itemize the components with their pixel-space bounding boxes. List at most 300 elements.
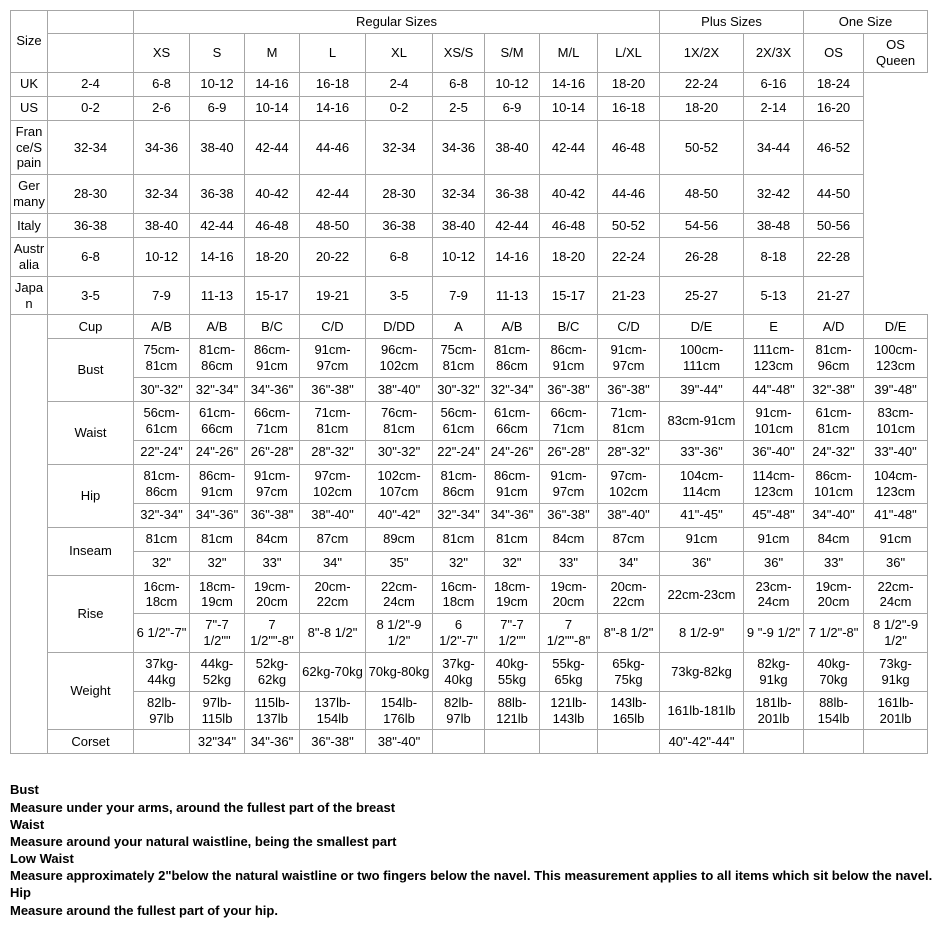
table-cell: 32-34 <box>134 175 190 214</box>
table-cell: 36"-38" <box>598 378 660 402</box>
measure-row-waist-0 <box>11 402 928 441</box>
table-cell: 24"-32" <box>804 440 864 464</box>
column-header-m: M <box>245 34 300 73</box>
table-cell <box>540 730 598 754</box>
table-cell: 45"-48" <box>744 503 804 527</box>
measure-row-inseam-0 <box>11 527 928 551</box>
table-cell: 86cm-101cm <box>804 464 864 503</box>
table-cell: 10-12 <box>134 238 190 277</box>
table-cell: 38-48 <box>744 214 804 238</box>
table-cell: 111cm-123cm <box>744 339 804 378</box>
column-group-one-size: One Size <box>804 11 928 34</box>
table-cell: 37kg-40kg <box>433 653 485 692</box>
table-cell: 33"-36" <box>660 440 744 464</box>
table-cell: 6-8 <box>366 238 433 277</box>
corner-cell <box>48 11 134 34</box>
table-cell: 36-38 <box>485 175 540 214</box>
table-cell: 34"-40" <box>804 503 864 527</box>
table-cell: 41"-45" <box>660 503 744 527</box>
table-cell: 36"-40" <box>744 440 804 464</box>
row-label-header-cell <box>48 34 134 73</box>
table-cell: 81cm <box>190 527 245 551</box>
measure-row-bust-0 <box>11 339 928 378</box>
row-label-us: US <box>11 96 48 120</box>
table-cell: 10-14 <box>540 96 598 120</box>
table-cell: 96cm-102cm <box>366 339 433 378</box>
table-cell: 33" <box>540 551 598 575</box>
table-cell: 26-28 <box>660 238 744 277</box>
measure-row-rise-1 <box>11 614 928 653</box>
table-cell: 71cm-81cm <box>300 402 366 441</box>
table-cell: 75cm-81cm <box>433 339 485 378</box>
table-cell: 32" <box>134 551 190 575</box>
table-cell <box>804 730 864 754</box>
table-cell: 18-20 <box>598 72 660 96</box>
table-cell: 26"-28" <box>540 440 598 464</box>
table-cell: 82lb-97lb <box>134 691 190 730</box>
table-cell: 7-9 <box>433 276 485 315</box>
row-label-waist: Waist <box>48 402 134 465</box>
table-cell: 46-48 <box>245 214 300 238</box>
table-cell: 18-20 <box>245 238 300 277</box>
table-cell: 6 1/2"-7" <box>134 614 190 653</box>
table-cell: 19cm-20cm <box>245 575 300 614</box>
table-cell: 38"-40" <box>300 503 366 527</box>
row-label-bust: Bust <box>48 339 134 402</box>
table-cell: 89cm <box>366 527 433 551</box>
table-cell: 19-21 <box>300 276 366 315</box>
table-cell: 91cm-97cm <box>300 339 366 378</box>
table-cell: 36" <box>660 551 744 575</box>
table-cell: 83cm-101cm <box>864 402 928 441</box>
table-cell: 66cm-71cm <box>245 402 300 441</box>
table-cell: 18cm-19cm <box>190 575 245 614</box>
column-header-1x-2x: 1X/2X <box>660 34 744 73</box>
table-cell: 36"-38" <box>540 503 598 527</box>
table-cell: 100cm-123cm <box>864 339 928 378</box>
table-cell: 7 1/2""-8" <box>540 614 598 653</box>
row-label-australia: Australia <box>11 238 48 277</box>
table-cell: 81cm-86cm <box>485 339 540 378</box>
table-cell: 50-52 <box>660 120 744 175</box>
table-cell: 22"-24" <box>134 440 190 464</box>
table-cell: 34"-36" <box>245 730 300 754</box>
table-cell: B/C <box>540 315 598 339</box>
table-cell: 6-8 <box>134 72 190 96</box>
column-header-s: S <box>190 34 245 73</box>
column-header-l-xl: L/XL <box>598 34 660 73</box>
column-header-xl: XL <box>366 34 433 73</box>
table-cell: 0-2 <box>366 96 433 120</box>
table-cell: 21-23 <box>598 276 660 315</box>
table-cell: 56cm-61cm <box>433 402 485 441</box>
table-cell: 33" <box>245 551 300 575</box>
table-cell: 66cm-71cm <box>540 402 598 441</box>
table-cell: 87cm <box>598 527 660 551</box>
table-cell: 34-36 <box>134 120 190 175</box>
table-cell: 65kg-75kg <box>598 653 660 692</box>
table-cell: 87cm <box>300 527 366 551</box>
table-cell: 14-16 <box>485 238 540 277</box>
size-row-us <box>11 96 928 120</box>
table-cell: 34" <box>598 551 660 575</box>
table-cell: 2-4 <box>48 72 134 96</box>
row-label-france-spain: France/Spain <box>11 120 48 175</box>
table-cell: 104cm-114cm <box>660 464 744 503</box>
table-cell: 34"-36" <box>190 503 245 527</box>
table-cell: 22cm-24cm <box>366 575 433 614</box>
table-cell: 32"-34" <box>485 378 540 402</box>
table-cell: 20-22 <box>300 238 366 277</box>
table-cell: 102cm-107cm <box>366 464 433 503</box>
table-cell: 16-18 <box>300 72 366 96</box>
table-cell: 0-2 <box>48 96 134 120</box>
table-cell: 82kg-91kg <box>744 653 804 692</box>
table-cell: 10-12 <box>433 238 485 277</box>
table-cell: 81cm-86cm <box>433 464 485 503</box>
table-cell: C/D <box>598 315 660 339</box>
table-cell: 20cm-22cm <box>598 575 660 614</box>
table-cell: 18cm-19cm <box>485 575 540 614</box>
table-cell: D/DD <box>366 315 433 339</box>
table-cell: 37kg-44kg <box>134 653 190 692</box>
size-row-germany <box>11 175 928 214</box>
table-cell: 2-4 <box>366 72 433 96</box>
table-cell: 6-8 <box>48 238 134 277</box>
table-cell: 34"-36" <box>245 378 300 402</box>
size-section-label: Size <box>11 11 48 73</box>
table-cell: 20cm-22cm <box>300 575 366 614</box>
table-cell: 7"-7 1/2"" <box>485 614 540 653</box>
column-header-s-m: S/M <box>485 34 540 73</box>
table-cell: 56cm-61cm <box>134 402 190 441</box>
table-cell: 91cm-97cm <box>598 339 660 378</box>
table-cell: 14-16 <box>245 72 300 96</box>
table-cell: 91cm <box>744 527 804 551</box>
table-cell: 24"-26" <box>190 440 245 464</box>
measure-row-weight-1 <box>11 691 928 730</box>
table-cell: 36" <box>744 551 804 575</box>
table-cell: 39"-44" <box>660 378 744 402</box>
table-cell: 46-48 <box>540 214 598 238</box>
table-cell: 104cm-123cm <box>864 464 928 503</box>
table-cell: 34-36 <box>433 120 485 175</box>
table-cell <box>134 730 190 754</box>
table-cell: 7"-7 1/2"" <box>190 614 245 653</box>
table-cell: 143lb-165lb <box>598 691 660 730</box>
table-cell: 88lb-154lb <box>804 691 864 730</box>
table-cell: 42-44 <box>540 120 598 175</box>
table-cell: 19cm-20cm <box>540 575 598 614</box>
table-cell <box>485 730 540 754</box>
table-cell: 38"-40" <box>598 503 660 527</box>
table-cell: 15-17 <box>245 276 300 315</box>
table-cell: 7 1/2"-8" <box>804 614 864 653</box>
table-cell: 100cm-111cm <box>660 339 744 378</box>
table-cell: 16-18 <box>598 96 660 120</box>
table-cell: 40kg-55kg <box>485 653 540 692</box>
table-cell: 44-46 <box>300 120 366 175</box>
measure-row-bust-1 <box>11 378 928 402</box>
row-label-weight: Weight <box>48 653 134 730</box>
row-label-rise: Rise <box>48 575 134 652</box>
table-cell: 36-38 <box>190 175 245 214</box>
table-cell: 73kg-82kg <box>660 653 744 692</box>
table-cell: 6-9 <box>190 96 245 120</box>
table-cell: 9 "-9 1/2" <box>744 614 804 653</box>
note-term-waist: Waist <box>10 816 45 832</box>
table-cell: 81cm-86cm <box>190 339 245 378</box>
measure-row-inseam-1 <box>11 551 928 575</box>
table-cell: 6-16 <box>744 72 804 96</box>
column-header-xs: XS <box>134 34 190 73</box>
table-cell: 8"-8 1/2" <box>300 614 366 653</box>
table-cell: 76cm-81cm <box>366 402 433 441</box>
table-cell: 8-18 <box>744 238 804 277</box>
table-cell: 21-27 <box>804 276 864 315</box>
table-cell: 61cm-66cm <box>485 402 540 441</box>
table-cell: 7 1/2""-8" <box>245 614 300 653</box>
measure-row-corset <box>11 730 928 754</box>
table-cell: 81cm-96cm <box>804 339 864 378</box>
table-cell: 2-5 <box>433 96 485 120</box>
table-cell: 41"-48" <box>864 503 928 527</box>
table-cell: 81cm-86cm <box>134 464 190 503</box>
table-cell: 40-42 <box>540 175 598 214</box>
table-cell: 84cm <box>540 527 598 551</box>
table-cell: 44-50 <box>804 175 864 214</box>
table-cell: 33" <box>804 551 864 575</box>
table-cell: 36"-38" <box>540 378 598 402</box>
table-cell: 30"-32" <box>366 440 433 464</box>
table-cell: 46-52 <box>804 120 864 175</box>
table-cell: 39"-48" <box>864 378 928 402</box>
table-cell: 48-50 <box>660 175 744 214</box>
size-row-uk <box>11 72 928 96</box>
table-cell: 8 1/2-9" <box>660 614 744 653</box>
note-term-low-waist: Low Waist <box>10 851 74 867</box>
table-cell: 91cm <box>864 527 928 551</box>
table-cell: 73kg-91kg <box>864 653 928 692</box>
table-cell: 46-48 <box>598 120 660 175</box>
column-header-l: L <box>300 34 366 73</box>
table-cell: 11-13 <box>190 276 245 315</box>
table-cell: 22-28 <box>804 238 864 277</box>
table-cell: 16-20 <box>804 96 864 120</box>
table-cell: 48-50 <box>300 214 366 238</box>
table-cell: 35" <box>366 551 433 575</box>
table-cell: 86cm-91cm <box>245 339 300 378</box>
table-cell: 91cm-101cm <box>744 402 804 441</box>
table-cell: 50-52 <box>598 214 660 238</box>
table-cell: 32"-34" <box>134 503 190 527</box>
table-cell: 50-56 <box>804 214 864 238</box>
note-definition-bust: Measure under your arms, around the fullest part of the breast <box>10 799 396 815</box>
table-cell: 3-5 <box>48 276 134 315</box>
table-cell: 22cm-24cm <box>864 575 928 614</box>
table-cell: 42-44 <box>300 175 366 214</box>
table-cell: 84cm <box>804 527 864 551</box>
table-cell: 28"-32" <box>598 440 660 464</box>
table-cell: 38-40 <box>190 120 245 175</box>
table-cell: 36"-38" <box>300 378 366 402</box>
table-cell: 18-24 <box>804 72 864 96</box>
row-label-inseam: Inseam <box>48 527 134 575</box>
size-row-japan <box>11 276 928 315</box>
table-cell: 34" <box>300 551 366 575</box>
table-cell: 26"-28" <box>245 440 300 464</box>
table-cell: 121lb-143lb <box>540 691 598 730</box>
measure-row-weight-0 <box>11 653 928 692</box>
table-cell: 18-20 <box>660 96 744 120</box>
table-cell: 22-24 <box>660 72 744 96</box>
table-cell: 81cm <box>134 527 190 551</box>
table-cell: 32-42 <box>744 175 804 214</box>
table-cell: D/E <box>660 315 744 339</box>
table-cell <box>744 730 804 754</box>
table-cell: 61cm-81cm <box>804 402 864 441</box>
table-cell: 32" <box>190 551 245 575</box>
column-group-plus-sizes: Plus Sizes <box>660 11 804 34</box>
table-cell: A/B <box>134 315 190 339</box>
table-cell: 8 1/2"-9 1/2" <box>366 614 433 653</box>
measure-row-cup <box>11 315 928 339</box>
table-cell: 161lb-201lb <box>864 691 928 730</box>
table-cell: 86cm-91cm <box>485 464 540 503</box>
table-cell: 88lb-121lb <box>485 691 540 730</box>
column-header-os: OS <box>804 34 864 73</box>
table-cell: 14-16 <box>540 72 598 96</box>
table-cell: A/B <box>190 315 245 339</box>
row-label-uk: UK <box>11 72 48 96</box>
table-cell: 154lb-176lb <box>366 691 433 730</box>
column-header-os-queen: OS Queen <box>864 34 928 73</box>
table-cell: 30"-32" <box>134 378 190 402</box>
table-cell: 71cm-81cm <box>598 402 660 441</box>
table-cell: 34"-36" <box>485 503 540 527</box>
table-cell: 16cm-18cm <box>134 575 190 614</box>
row-label-italy: Italy <box>11 214 48 238</box>
table-cell: 55kg-65kg <box>540 653 598 692</box>
table-cell: 91cm-97cm <box>245 464 300 503</box>
table-cell: 32"-34" <box>190 378 245 402</box>
table-cell: 3-5 <box>366 276 433 315</box>
table-cell: 91cm-97cm <box>540 464 598 503</box>
table-cell: 10-14 <box>245 96 300 120</box>
table-cell: B/C <box>245 315 300 339</box>
size-row-italy <box>11 214 928 238</box>
table-cell: 32-34 <box>48 120 134 175</box>
table-cell: 97cm-102cm <box>300 464 366 503</box>
table-cell: 36" <box>864 551 928 575</box>
table-cell: 42-44 <box>245 120 300 175</box>
table-cell: 36-38 <box>48 214 134 238</box>
table-cell: 18-20 <box>540 238 598 277</box>
table-cell: 6-8 <box>433 72 485 96</box>
table-cell: 38-40 <box>433 214 485 238</box>
table-cell: 36"-38" <box>300 730 366 754</box>
table-cell: 32"-38" <box>804 378 864 402</box>
column-group-regular-sizes: Regular Sizes <box>134 11 660 34</box>
note-definition-hip: Measure around the fullest part of your hip. <box>10 902 278 918</box>
table-cell: 28-30 <box>366 175 433 214</box>
table-cell: 137lb-154lb <box>300 691 366 730</box>
table-cell: 28"-32" <box>300 440 366 464</box>
measure-row-hip-1 <box>11 503 928 527</box>
table-cell: 115lb-137lb <box>245 691 300 730</box>
table-cell: 38-40 <box>485 120 540 175</box>
row-label-germany: Germany <box>11 175 48 214</box>
table-cell: 8"-8 1/2" <box>598 614 660 653</box>
table-cell: 161lb-181lb <box>660 691 744 730</box>
table-cell: 97cm-102cm <box>598 464 660 503</box>
table-cell: 5-13 <box>744 276 804 315</box>
measure-row-rise-0 <box>11 575 928 614</box>
size-chart-table <box>10 10 928 754</box>
table-cell: 22-24 <box>598 238 660 277</box>
size-section-spacer <box>11 315 48 754</box>
table-cell: 82lb-97lb <box>433 691 485 730</box>
row-label-hip: Hip <box>48 464 134 527</box>
table-cell: 14-16 <box>300 96 366 120</box>
table-cell <box>598 730 660 754</box>
table-cell: 32-34 <box>433 175 485 214</box>
table-cell: 10-12 <box>190 72 245 96</box>
table-cell: A <box>433 315 485 339</box>
table-cell: 24"-26" <box>485 440 540 464</box>
note-definition-waist: Measure around your natural waistline, being the smallest part <box>10 833 397 849</box>
table-cell: 38"-40" <box>366 378 433 402</box>
table-cell: 62kg-70kg <box>300 653 366 692</box>
table-cell: 22"-24" <box>433 440 485 464</box>
table-cell: 11-13 <box>485 276 540 315</box>
size-row-france-spain <box>11 120 928 175</box>
table-cell: 33"-40" <box>864 440 928 464</box>
measure-row-waist-1 <box>11 440 928 464</box>
table-cell: 114cm-123cm <box>744 464 804 503</box>
table-cell: 84cm <box>245 527 300 551</box>
table-cell: 42-44 <box>190 214 245 238</box>
table-cell: D/E <box>864 315 928 339</box>
table-cell: 2-14 <box>744 96 804 120</box>
measure-row-hip-0 <box>11 464 928 503</box>
column-header-2x-3x: 2X/3X <box>744 34 804 73</box>
table-cell: 70kg-80kg <box>366 653 433 692</box>
table-cell: 14-16 <box>190 238 245 277</box>
note-definition-low-waist: Measure approximately 2"below the natural waistline or two fingers below the navel. This measurement applies to all items which sit below the navel. <box>10 868 933 884</box>
table-cell <box>864 730 928 754</box>
table-cell: 44"-48" <box>744 378 804 402</box>
table-cell: 30"-32" <box>433 378 485 402</box>
table-cell: 36-38 <box>366 214 433 238</box>
table-cell: 81cm <box>433 527 485 551</box>
table-cell: C/D <box>300 315 366 339</box>
table-cell: 44kg-52kg <box>190 653 245 692</box>
table-cell: 34-44 <box>744 120 804 175</box>
table-cell: 81cm <box>485 527 540 551</box>
table-cell: 91cm <box>660 527 744 551</box>
table-cell: 61cm-66cm <box>190 402 245 441</box>
table-cell: 7-9 <box>134 276 190 315</box>
note-term-hip: Hip <box>10 885 31 901</box>
column-header-xs-s: XS/S <box>433 34 485 73</box>
table-cell: E <box>744 315 804 339</box>
measurement-notes <box>10 781 935 918</box>
table-cell: 32"-34" <box>433 503 485 527</box>
table-cell: A/B <box>485 315 540 339</box>
table-cell: 38-40 <box>134 214 190 238</box>
table-cell: 181lb-201lb <box>744 691 804 730</box>
